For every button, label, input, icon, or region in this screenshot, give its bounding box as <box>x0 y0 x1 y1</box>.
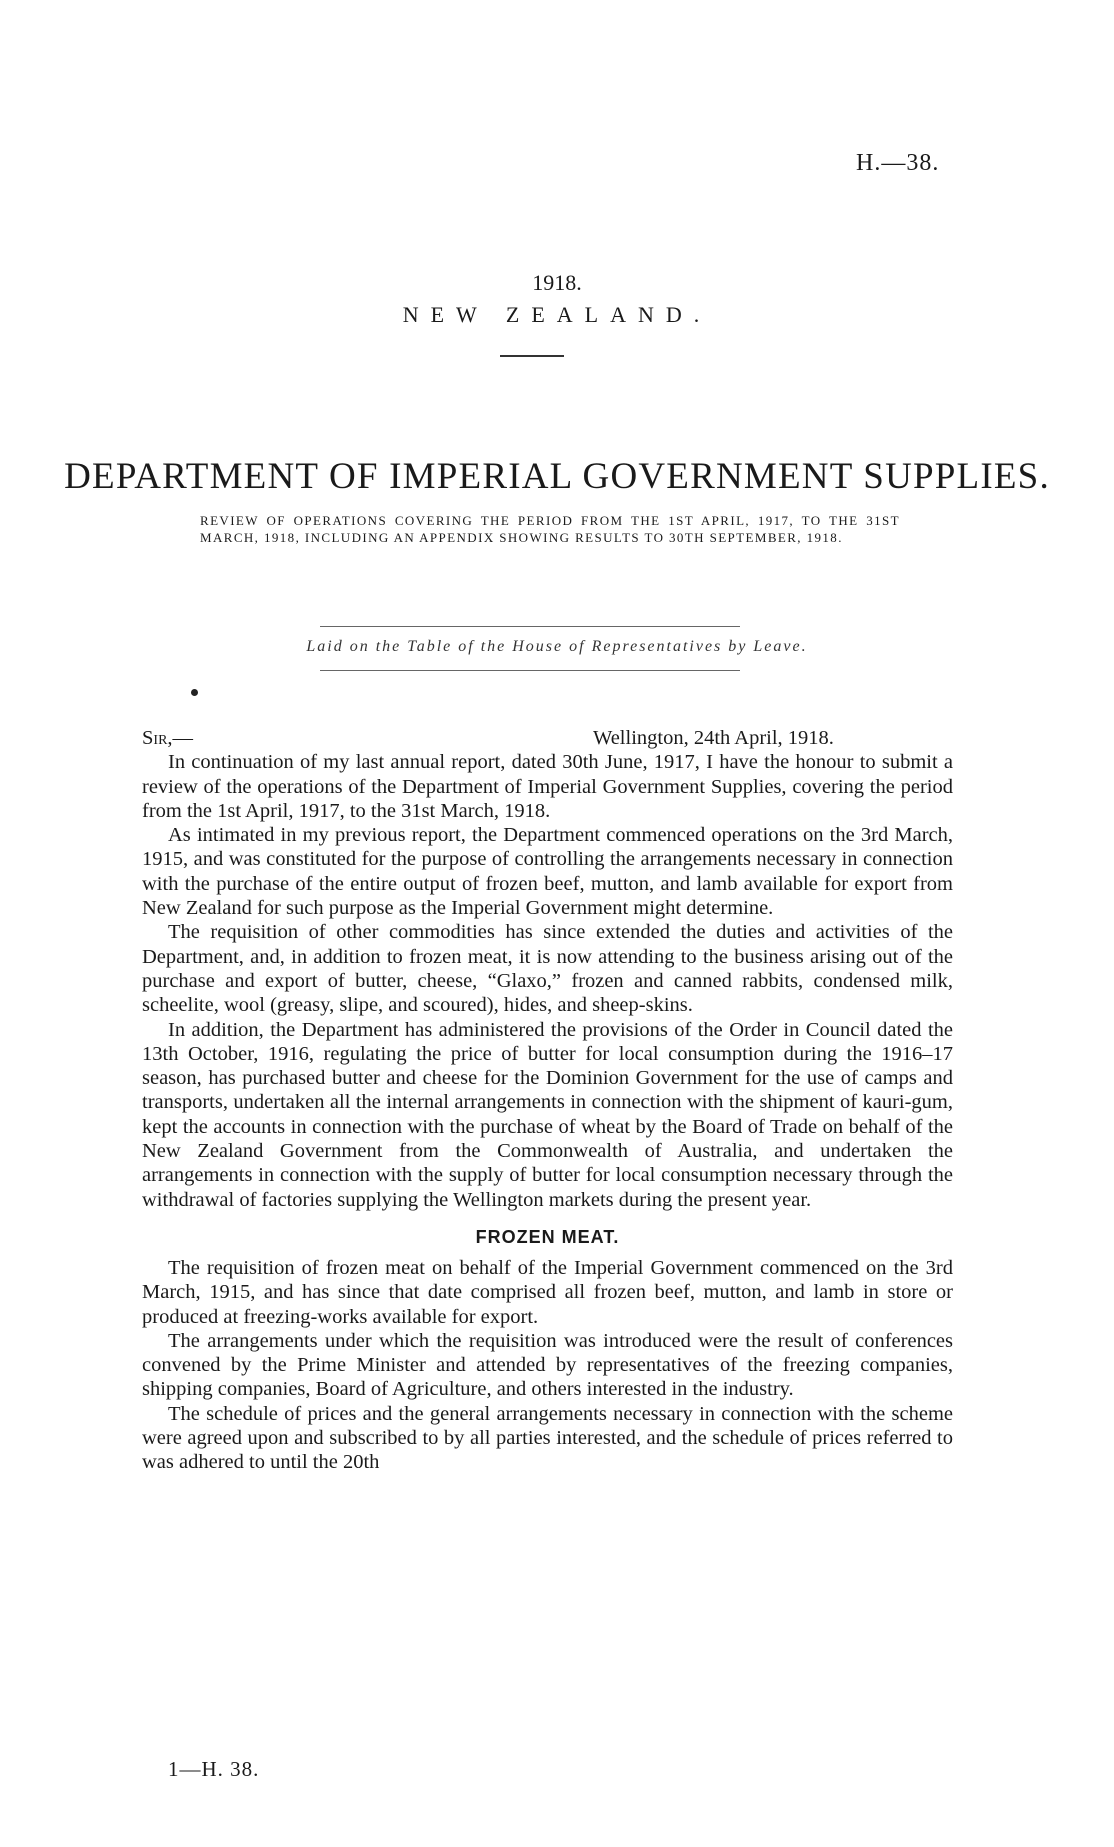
footer-page-reference: 1—H. 38. <box>168 1757 260 1781</box>
paragraph: The requisition of frozen meat on behalf of the Imperial Government commenced on the 3rd March, 1915, and has since that date comprised all frozen beef, mutton, and lamb in store or produced at freezing-works available for export. <box>142 1256 953 1328</box>
date-line: Wellington, 24th April, 1918. <box>593 727 834 749</box>
department-title: DEPARTMENT OF IMPERIAL GOVERNMENT SUPPLIES. <box>64 456 1050 497</box>
paragraph: The schedule of prices and the general arrangements necessary in connection with the scheme were agreed upon and subscribed to by all parties interested, and the schedule of prices referred to was adhered to until the 20th <box>142 1402 953 1474</box>
laid-divider-top <box>320 626 740 627</box>
laid-on-table-note: Laid on the Table of the House of Representatives by Leave. <box>306 638 808 655</box>
section-heading-frozen-meat: FROZEN MEAT. <box>475 1226 620 1247</box>
paragraph: In addition, the Department has administered the provisions of the Order in Council dated the 13th October, 1916, regulating the price of butter for local consumption during the 1916–17 season, has purchased butter and cheese for the Dominion Government for the use of camps and transports, undertaken all the internal arrangements in connection with the shipment of kauri-gum, kept the accounts in connection with the purchase of wheat by the Board of Trade on behalf of the New Zealand Government from the Commonwealth of Australia, and undertaken the arrangements in connection with the supply of butter for local consumption necessary through the withdrawal of factories supplying the Wellington markets during the present year. <box>142 1018 953 1211</box>
paragraph: As intimated in my previous report, the Department commenced operations on the 3rd March, 1915, and was constituted for the purpose of controlling the arrangements necessary in connection with the purchase of the entire output of frozen beef, mutton, and lamb available for export from New Zealand for such purpose as the Imperial Government might determine. <box>142 824 953 920</box>
year: 1918. <box>532 270 582 295</box>
country: NEW ZEALAND. <box>402 302 712 327</box>
bullet-mark <box>191 689 198 696</box>
paragraph: The requisition of other commodities has since extended the duties and activities of the Department, and, in addition to frozen meat, it is now attending to the business arising out of the purchase and export of butter, cheese, “Glaxo,” frozen and canned rabbits, condensed milk, scheelite, wool (greasy, slipe, and scoured), hides, and sheep-skins. <box>142 921 953 1017</box>
paragraph: In continuation of my last annual report, dated 30th June, 1917, I have the honour to submit a review of the operations of the Department of Imperial Government Supplies, covering the period from the 1st April, 1917, to the 31st March, 1918. <box>142 751 953 822</box>
paragraph: The arrangements under which the requisition was introduced were the result of conferences convened by the Prime Minister and attended by representatives of the freezing companies, shipping companies, Board of Agriculture, and others interested in the industry. <box>142 1329 953 1401</box>
header-divider <box>500 355 564 357</box>
salutation-line <box>142 726 953 750</box>
letter-body <box>142 726 953 1475</box>
salutation: Sir,— <box>142 727 194 749</box>
page-reference: H.—38. <box>856 150 940 176</box>
laid-divider-bottom <box>320 670 740 671</box>
report-subtitle: REVIEW OF OPERATIONS COVERING THE PERIOD FROM THE 1ST APRIL, 1917, TO THE 31ST MARCH, 1918, INCLUDING AN APPENDIX SHOWING RESULTS TO 30TH SEPTEMBER, 1918. <box>200 513 900 545</box>
